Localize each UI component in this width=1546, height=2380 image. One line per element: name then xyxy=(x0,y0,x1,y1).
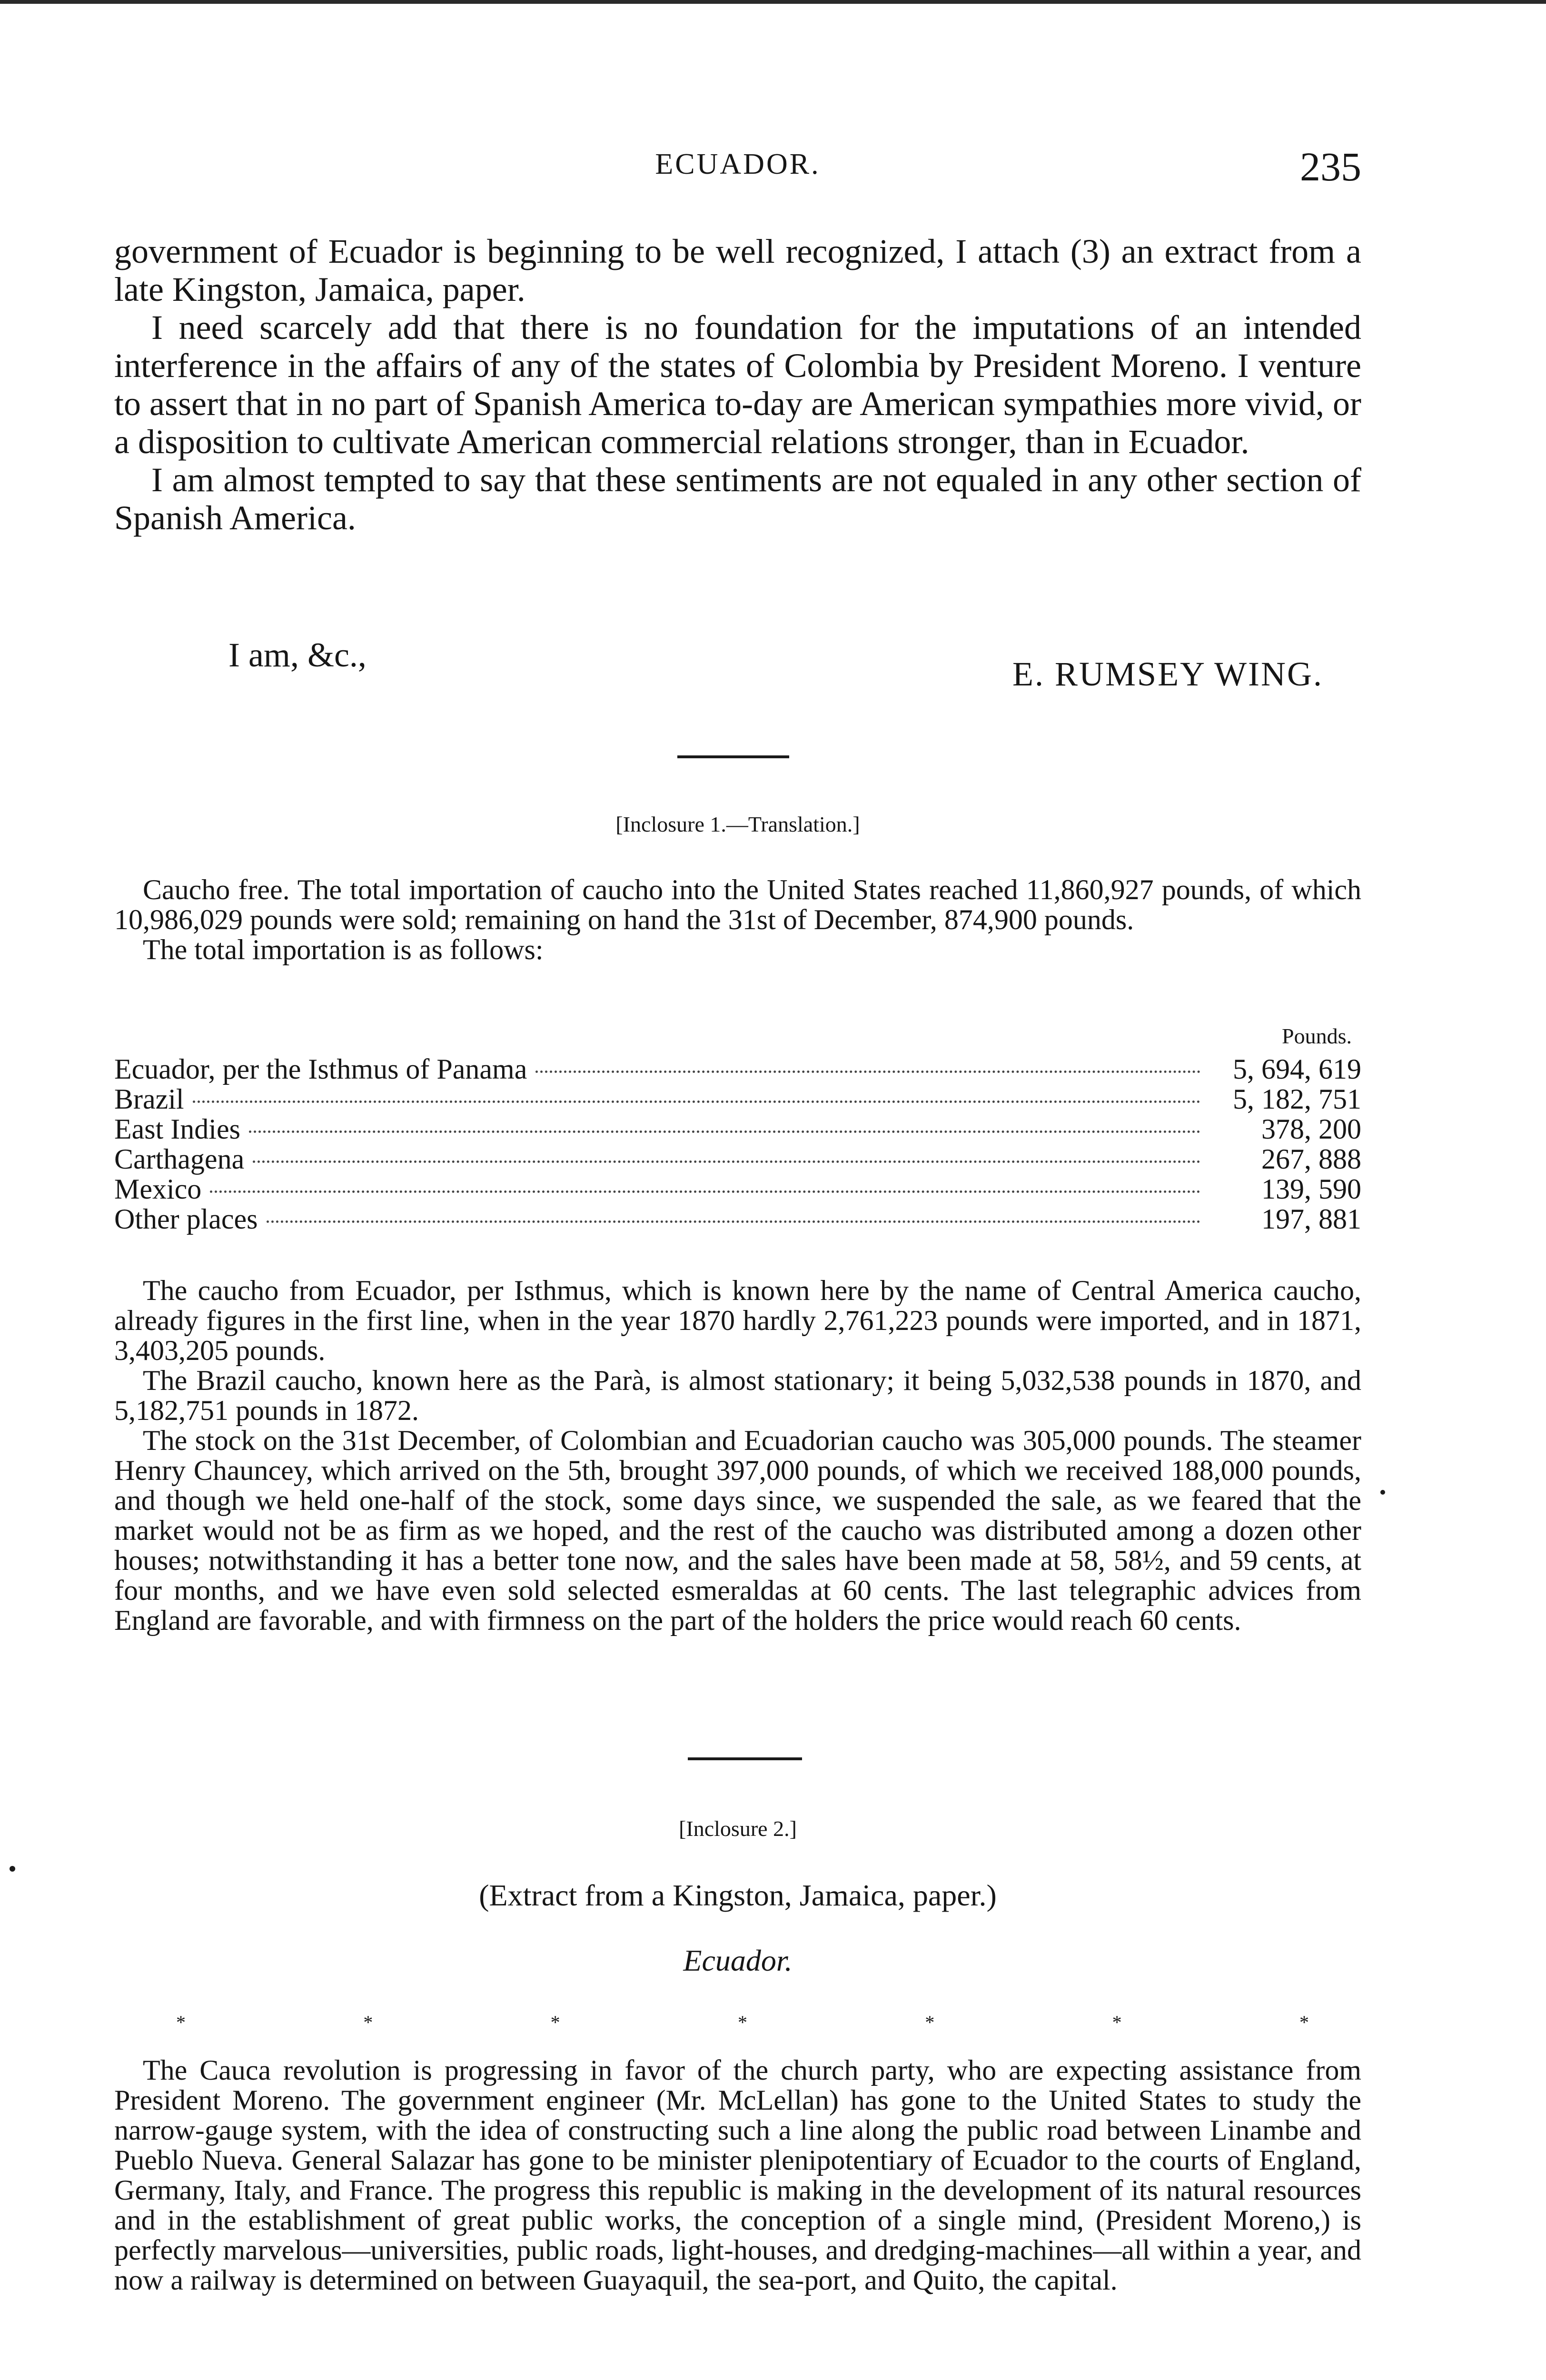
dot-leader xyxy=(535,1071,1200,1073)
letter-body xyxy=(114,232,1361,537)
ellipsis-stars xyxy=(114,2011,1361,2033)
scan-speck xyxy=(10,1866,15,1872)
inclosure-1-caption: [Inclosure 1.—Translation.] xyxy=(615,812,860,836)
row-label: Carthagena xyxy=(114,1143,245,1175)
star: * xyxy=(737,2012,747,2033)
dot-leader xyxy=(267,1220,1200,1223)
section-divider xyxy=(677,755,789,758)
scan-speck xyxy=(1380,1490,1385,1495)
body-paragraph: The caucho from Ecuador, per Isthmus, which is known here by the name of Central America caucho, already figures in the first line, when in the year 1870 hardly 2,761,223 pounds were imported, and in 1871, 3,403,205 pounds. xyxy=(114,1275,1361,1366)
body-paragraph: The Cauca revolution is progressing in favor of the church party, who are expecting assistance from President Moreno. The government engineer (Mr. McLellan) has gone to the United States to study the narrow-gauge system, with the idea of constructing such a line along the public road between Linambe and Pueblo Nueva. General Salazar has gone to be minister plenipotentiary of Ecuador to the courts of England, Germany, Italy, and France. The progress this republic is making in the development of its natural resources and in the establishment of great public works, the conception of a single mind, (President Moreno,) is perfectly marvelous—universities, public roads, light-houses, and dredging-machines—all within a year, and now a railway is determined on between Guayaquil, the sea-port, and Quito, the capital. xyxy=(114,2054,1361,2296)
row-value: 267, 888 xyxy=(1261,1143,1361,1175)
row-value: 5, 694, 619 xyxy=(1233,1053,1361,1085)
letter-paragraph: I need scarcely add that there is no foundation for the imputations of an intended interference in the affairs of any of the states of Colombia by President Moreno. I venture to assert that in no part of Spanish America to-day are American sympathies more vivid, or a disposition to cultivate American commercial relations stronger, than in Ecuador. xyxy=(114,308,1361,461)
dot-leader xyxy=(249,1130,1200,1133)
page-header xyxy=(114,143,1361,195)
dot-leader xyxy=(210,1190,1200,1193)
inclosure-1-body xyxy=(114,1276,1361,1636)
dot-leader xyxy=(193,1101,1200,1103)
letter-signature: E. RUMSEY WING. xyxy=(1012,655,1323,693)
table-row xyxy=(114,1113,1361,1143)
extract-title: Ecuador. xyxy=(683,1944,793,1977)
row-label: Mexico xyxy=(114,1173,202,1205)
row-label: Ecuador, per the Isthmus of Panama xyxy=(114,1053,527,1085)
table-row xyxy=(114,1143,1361,1173)
row-label: Other places xyxy=(114,1203,258,1235)
star: * xyxy=(925,2012,935,2033)
section-divider xyxy=(688,1757,802,1760)
star: * xyxy=(1299,2012,1309,2033)
star: * xyxy=(550,2012,560,2033)
running-head: ECUADOR. xyxy=(655,148,821,180)
row-value: 378, 200 xyxy=(1261,1113,1361,1145)
row-label: East Indies xyxy=(114,1113,240,1145)
intro-paragraph: The total importation is as follows: xyxy=(143,934,544,965)
inclosure-2-caption: [Inclosure 2.] xyxy=(679,1816,797,1841)
intro-paragraph: Caucho free. The total importation of caucho into the United States reached 11,860,927 pounds, of which 10,986,029 pounds were sold; remaining on hand the 31st of December, 874,900 pounds. xyxy=(114,874,1361,935)
inclosure-1-intro xyxy=(114,875,1361,965)
body-paragraph: The Brazil caucho, known here as the Parà, is almost stationary; it being 5,032,538 pounds in 1870, and 5,182,751 pounds in 1872. xyxy=(114,1365,1361,1426)
row-value: 139, 590 xyxy=(1261,1173,1361,1205)
table-row xyxy=(114,1053,1361,1083)
extract-source: (Extract from a Kingston, Jamaica, paper.) xyxy=(479,1878,997,1912)
row-value: 5, 182, 751 xyxy=(1233,1083,1361,1115)
table-row xyxy=(114,1173,1361,1203)
inclosure-2-body xyxy=(114,2055,1361,2295)
table-unit-header: Pounds. xyxy=(1282,1024,1352,1048)
star: * xyxy=(1112,2012,1122,2033)
row-label: Brazil xyxy=(114,1083,184,1115)
page-number: 235 xyxy=(1300,144,1361,189)
letter-closing: I am, &c., xyxy=(228,636,367,674)
body-paragraph: The stock on the 31st December, of Colombian and Ecuadorian caucho was 305,000 pounds. The steamer Henry Chauncey, which arrived on the 5th, brought 397,000 pounds, of which we received 188,000 pounds, and though we held one-half of the stock, some days since, we suspended the sale, as we feared that the market would not be as firm as we hoped, and the rest of the caucho was distributed among a dozen other houses; notwithstanding it has a better tone now, and the sales have been made at 58, 58½, and 59 cents, at four months, and we have even sold selected esmeraldas at 60 cents. The last telegraphic advices from England are favorable, and with firmness on the part of the holders the price would reach 60 cents. xyxy=(114,1425,1361,1636)
star: * xyxy=(176,2012,186,2033)
star: * xyxy=(363,2012,373,2033)
dot-leader xyxy=(253,1160,1200,1163)
table-row xyxy=(114,1203,1361,1233)
letter-paragraph: I am almost tempted to say that these sentiments are not equaled in any other section of Spanish America. xyxy=(114,461,1361,537)
row-value: 197, 881 xyxy=(1261,1203,1361,1235)
table-row xyxy=(114,1083,1361,1113)
scan-top-edge xyxy=(0,0,1546,4)
letter-paragraph: government of Ecuador is beginning to be well recognized, I attach (3) an extract from a late Kingston, Jamaica, paper. xyxy=(114,232,1361,308)
